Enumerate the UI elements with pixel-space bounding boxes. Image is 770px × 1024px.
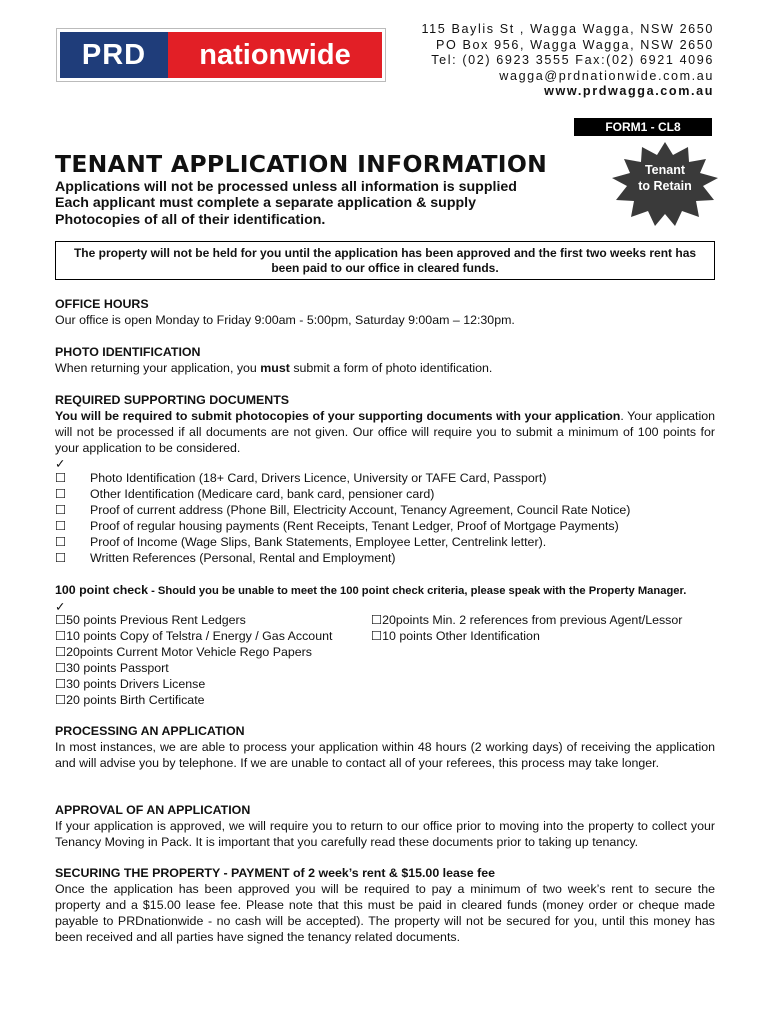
point-check-heading-line <box>55 582 715 599</box>
doc-item-label: Photo Identification (18+ Card, Drivers Licence, University or TAFE Card, Passport) <box>90 471 547 485</box>
logo-prd: PRD <box>60 32 168 78</box>
doc-item-label: Other Identification (Medicare card, bank card, pensioner card) <box>90 486 435 501</box>
checkbox-icon: ☐ <box>55 534 67 549</box>
processing-heading: PROCESSING AN APPLICATION <box>55 724 245 738</box>
requirement-line-3: Photocopies of all of their identification. <box>55 211 326 228</box>
supporting-docs-intro-rest: . Your application will not be processed if all documents are not given. Our office will require you to submit a minimum of 100 points for your application to be considered. <box>55 409 715 455</box>
supporting-docs-list <box>55 471 715 566</box>
starburst-line-2: to Retain <box>638 179 692 193</box>
tenant-to-retain-badge <box>610 142 720 228</box>
photo-id-section <box>55 344 715 376</box>
point-options-right <box>371 613 711 645</box>
address-phone-fax: Tel: (02) 6923 3555 Fax:(02) 6921 4096 <box>431 53 714 67</box>
processing-text: In most instances, we are able to process your application within 48 hours (2 working days) of receiving the application and will advise you by telephone. If we are unable to contact all of your referees, this process may take longer. <box>55 740 715 770</box>
point-check-note: - Should you be unable to meet the 100 point check criteria, please speak with the Property Manager. <box>147 585 687 597</box>
processing-section <box>55 723 715 771</box>
doc-item-label: Written References (Personal, Rental and Employment) <box>90 550 396 565</box>
checkbox-icon: ☐ <box>55 502 67 517</box>
list-item[interactable] <box>55 487 715 503</box>
notice-box: The property will not be held for you until the application has been approved and the first two weeks rent has been paid to our office in cleared funds. <box>55 241 715 280</box>
address-po-box: PO Box 956, Wagga Wagga, NSW 2650 <box>436 37 714 52</box>
supporting-docs-intro-bold: You will be required to submit photocopies of your supporting documents with your application <box>55 409 621 423</box>
photo-id-text <box>55 360 715 376</box>
office-hours-section <box>55 296 715 328</box>
securing-text: Once the application has been approved you will be required to pay a minimum of two week’s rent to secure the property and a $15.00 lease fee. Please note that this must be paid in cleared funds (money order or cheque made payable to PRDnationwide - no cash will be accepted). The property will not be secured for you, until this money has been received and all parties have signed the tenancy related documents. <box>55 882 715 944</box>
logo-nationwide: nationwide <box>168 32 382 78</box>
point-option[interactable]: ☐20points Current Motor Vehicle Rego Papers <box>55 644 312 659</box>
point-check-heading: 100 point check <box>55 583 148 597</box>
application-requirements <box>55 179 615 228</box>
doc-item-label: Proof of regular housing payments (Rent Receipts, Tenant Ledger, Proof of Mortgage Payments) <box>90 518 619 533</box>
check-mark-icon: ✓ <box>55 600 66 614</box>
photo-id-heading: PHOTO IDENTIFICATION <box>55 345 201 359</box>
photo-id-text-emphasis: must <box>260 361 290 375</box>
requirement-line-1: Applications will not be processed unless all information is supplied <box>55 179 517 195</box>
doc-item-label: Proof of current address (Phone Bill, Electricity Account, Tenancy Agreement, Council Rate Notice) <box>90 502 631 517</box>
page-title: TENANT APPLICATION INFORMATION <box>55 150 548 178</box>
point-option[interactable]: ☐20points Min. 2 references from previous Agent/Lessor <box>371 613 683 627</box>
point-option[interactable]: ☐50 points Previous Rent Ledgers <box>55 613 246 627</box>
checkbox-icon: ☐ <box>55 471 67 485</box>
office-hours-text: Our office is open Monday to Friday 9:00am - 5:00pm, Saturday 9:00am – 12:30pm. <box>55 313 515 327</box>
point-option[interactable]: ☐30 points Passport <box>55 660 169 675</box>
checkbox-icon: ☐ <box>55 518 67 533</box>
requirement-line-2: Each applicant must complete a separate application & supply <box>55 195 477 212</box>
list-item[interactable] <box>55 471 715 487</box>
approval-text: If your application is approved, we will require you to return to our office prior to moving into the property to collect your Tenancy Moving in Pack. It is important that you carefully read these documents prior to taking up tenancy. <box>55 819 715 849</box>
list-item[interactable] <box>55 519 715 535</box>
supporting-docs-heading: REQUIRED SUPPORTING DOCUMENTS <box>55 393 290 407</box>
form-code-badge: FORM1 - CL8 <box>574 118 712 136</box>
checkbox-icon: ☐ <box>55 550 67 565</box>
supporting-docs-section <box>55 392 715 472</box>
prd-nationwide-logo <box>56 28 386 82</box>
point-check-section <box>55 582 715 615</box>
approval-heading: APPROVAL OF AN APPLICATION <box>55 803 251 817</box>
point-option[interactable]: ☐10 points Other Identification <box>371 628 540 643</box>
point-option[interactable]: ☐30 points Drivers License <box>55 676 206 691</box>
supporting-docs-intro <box>55 408 715 456</box>
checkbox-icon: ☐ <box>55 486 67 501</box>
securing-section <box>55 865 715 945</box>
photo-id-text-end: submit a form of photo identification. <box>289 361 493 375</box>
check-mark-icon: ✓ <box>55 457 66 471</box>
point-option[interactable]: ☐10 points Copy of Telstra / Energy / Gas Account <box>55 628 333 643</box>
point-options-left <box>55 613 370 708</box>
address-email: wagga@prdnationwide.com.au <box>499 68 714 83</box>
address-street: 115 Baylis St , Wagga Wagga, NSW 2650 <box>421 22 714 36</box>
point-option[interactable]: ☐20 points Birth Certificate <box>55 692 205 707</box>
office-address <box>421 22 714 100</box>
securing-heading: SECURING THE PROPERTY - PAYMENT of 2 week’s rent & $15.00 lease fee <box>55 866 496 880</box>
approval-section <box>55 802 715 850</box>
starburst-line-1: Tenant <box>644 163 686 177</box>
doc-item-label: Proof of Income (Wage Slips, Bank Statements, Employee Letter, Centrelink letter). <box>90 534 547 549</box>
list-item[interactable] <box>55 551 715 567</box>
list-item[interactable] <box>55 535 715 551</box>
address-website: www.prdwagga.com.au <box>544 84 714 98</box>
office-hours-heading: OFFICE HOURS <box>55 297 149 311</box>
photo-id-text-start: When returning your application, you <box>55 361 261 375</box>
list-item[interactable] <box>55 503 715 519</box>
